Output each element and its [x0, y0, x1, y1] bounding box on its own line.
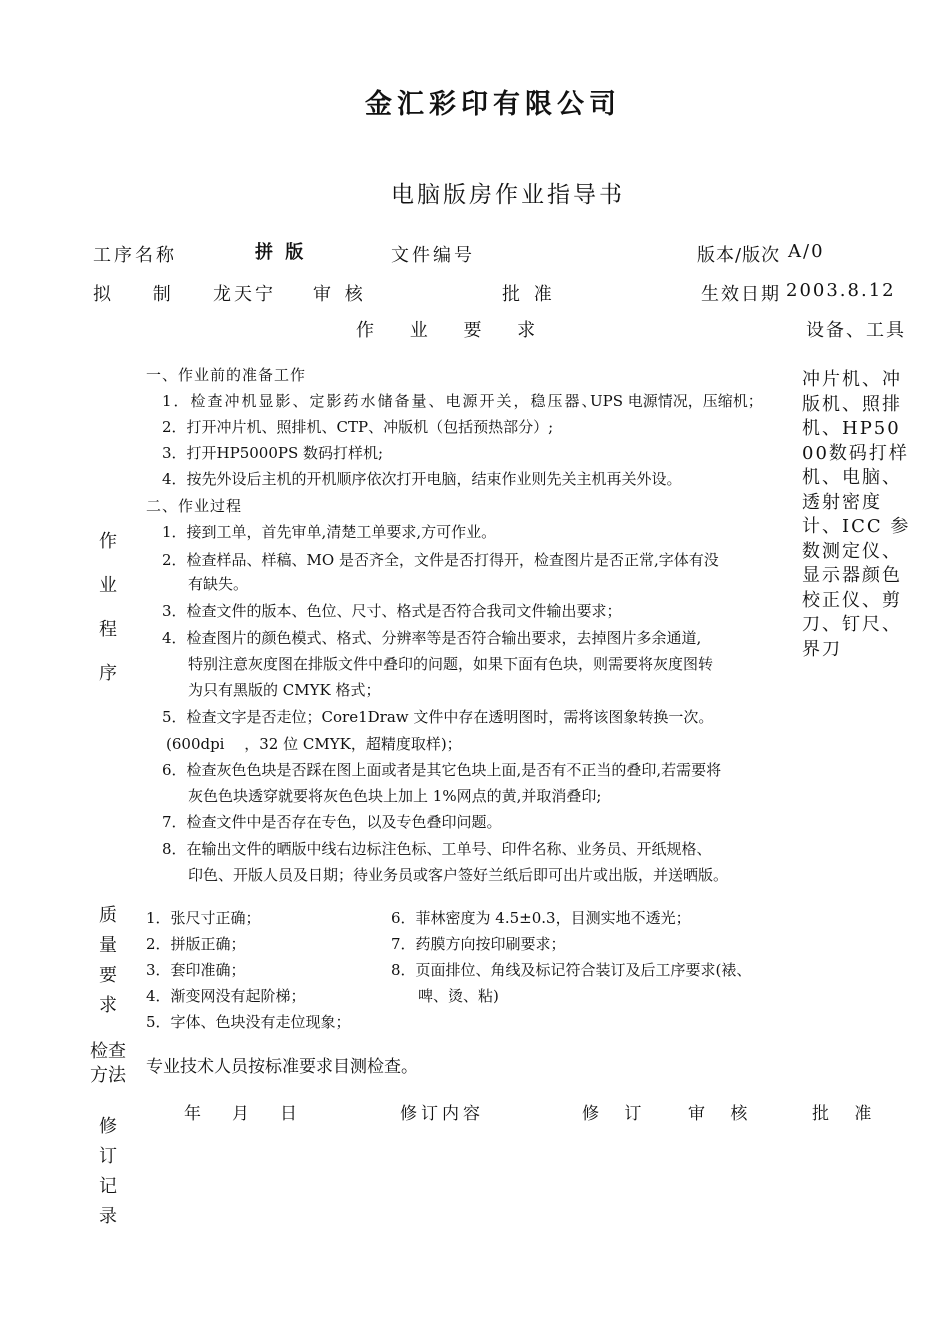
quality-item-7: 7．药膜方向按印刷要求；	[391, 935, 566, 953]
process-item-1: 1．接到工单，首先审单,清楚工单要求,方可作业。	[162, 523, 497, 541]
equipment-list: 冲片机、冲版机、照排机、HP5000数码打样机、电脑、透射密度计、ICC 参数测定仪、显示器颜色校正仪、剪刀、钉尺、界刀	[802, 369, 911, 660]
process-item-8-cont: 印色、开版人员及日期；待业务员或客户签好兰纸后即可出片或出版，并送晒版。	[188, 866, 729, 884]
requirements-header: 作 业 要 求	[356, 320, 539, 341]
revision-col-review: 审 核	[688, 1104, 752, 1124]
quality-item-8-cont: 啤、烫、粘)	[418, 987, 499, 1005]
revision-col-day: 日	[280, 1104, 301, 1124]
drafter-label: 拟 制	[93, 284, 174, 305]
effective-date-label: 生效日期	[701, 284, 781, 305]
section-prep-title: 一、作业前的准备工作	[146, 366, 307, 384]
process-item-8: 8．在输出文件的晒版中线右边标注色标、工单号、印件名称、业务员、开纸规格、	[162, 840, 712, 858]
process-item-6: 6．检查灰色色块是否踩在图上面或者是其它色块上面,是否有不正当的叠印,若需要将	[162, 761, 722, 779]
document-title: 电脑版房作业指导书	[391, 182, 625, 208]
quality-item-8: 8．页面排位、角线及标记符合装订及后工序要求(裱、	[391, 961, 752, 979]
document-number-label: 文件编号	[391, 245, 475, 266]
process-name-value: 拼 版	[255, 242, 307, 263]
quality-item-4: 4．渐变网没有起阶梯；	[146, 987, 306, 1005]
process-item-6-cont: 灰色色块透穿就要将灰色色块上加上 1%网点的黄,并取消叠印;	[188, 787, 602, 805]
process-item-4-cont1: 特别注意灰度图在排版文件中叠印的问题，如果下面有色块，则需要将灰度图转	[188, 655, 714, 673]
procedure-label: 作业程序	[99, 531, 117, 684]
drafter-value: 龙天宁	[213, 284, 276, 305]
version-value: A/0	[788, 241, 825, 262]
process-item-4: 4．检查图片的颜色模式、格式、分辨率等是否符合输出要求，去掉图片多余通道,	[162, 629, 702, 647]
process-item-2: 2．检查样品、样稿、MO 是否齐全，文件是否打得开，检查图片是否正常,字体有没	[162, 551, 719, 569]
reviewer-label: 审 核	[313, 284, 366, 305]
revision-col-month: 月	[232, 1104, 253, 1124]
process-item-7: 7．检查文件中是否存在专色，以及专色叠印问题。	[162, 813, 502, 831]
prep-item-1-overlap: UPS 电源情况，压缩机；	[590, 392, 763, 410]
process-item-3: 3．检查文件的版本、色位、尺寸、格式是否符合我司文件输出要求；	[162, 602, 622, 620]
process-item-5-cont: (600dpi ，32 位 CMYK，超精度取样)；	[166, 735, 462, 753]
company-name: 金汇彩印有限公司	[365, 89, 621, 120]
version-label: 版本/版次	[697, 245, 781, 266]
process-item-4-cont2: 为只有黑版的 CMYK 格式；	[188, 681, 381, 699]
equipment-header: 设备、工具	[806, 320, 906, 341]
inspection-method-text: 专业技术人员按标准要求目测检查。	[146, 1057, 418, 1077]
prep-item-4: 4．按先外设后主机的开机顺序依次打开电脑，结束作业则先关主机再关外设。	[162, 470, 682, 488]
approver-label: 批 准	[502, 284, 555, 305]
effective-date-value: 2003.8.12	[786, 280, 896, 301]
process-item-2-cont: 有缺失。	[188, 575, 249, 593]
process-item-5: 5．检查文字是否走位；Core1Draw 文件中存在透明图时，需将该图象转换一次。	[162, 708, 714, 726]
quality-item-5: 5．字体、色块没有走位现象；	[146, 1013, 351, 1031]
quality-item-2: 2．拼版正确；	[146, 935, 246, 953]
quality-label: 质量要求	[99, 905, 117, 1016]
prep-item-3: 3．打开HP5000PS 数码打样机;	[162, 444, 384, 462]
prep-item-2: 2．打开冲片机、照排机、CTP、冲版机（包括预热部分）;	[162, 418, 554, 436]
revision-col-revise: 修 订	[582, 1104, 646, 1124]
prep-item-1: 1．检查冲机显影、定影药水储备量、电源开关，稳压器、	[162, 392, 599, 410]
process-name-label: 工序名称	[93, 245, 177, 266]
revision-col-year: 年	[184, 1104, 205, 1124]
quality-item-3: 3．套印准确；	[146, 961, 246, 979]
revision-col-content: 修订内容	[400, 1104, 484, 1124]
quality-item-6: 6．菲林密度为 4.5±0.3，目测实地不透光；	[391, 909, 691, 927]
quality-item-1: 1．张尺寸正确；	[146, 909, 261, 927]
inspection-method-label: 检查方法	[90, 1041, 126, 1086]
revision-col-approve: 批 准	[812, 1104, 876, 1124]
section-process-title: 二、作业过程	[146, 497, 243, 515]
revision-record-label: 修订记录	[99, 1116, 117, 1227]
